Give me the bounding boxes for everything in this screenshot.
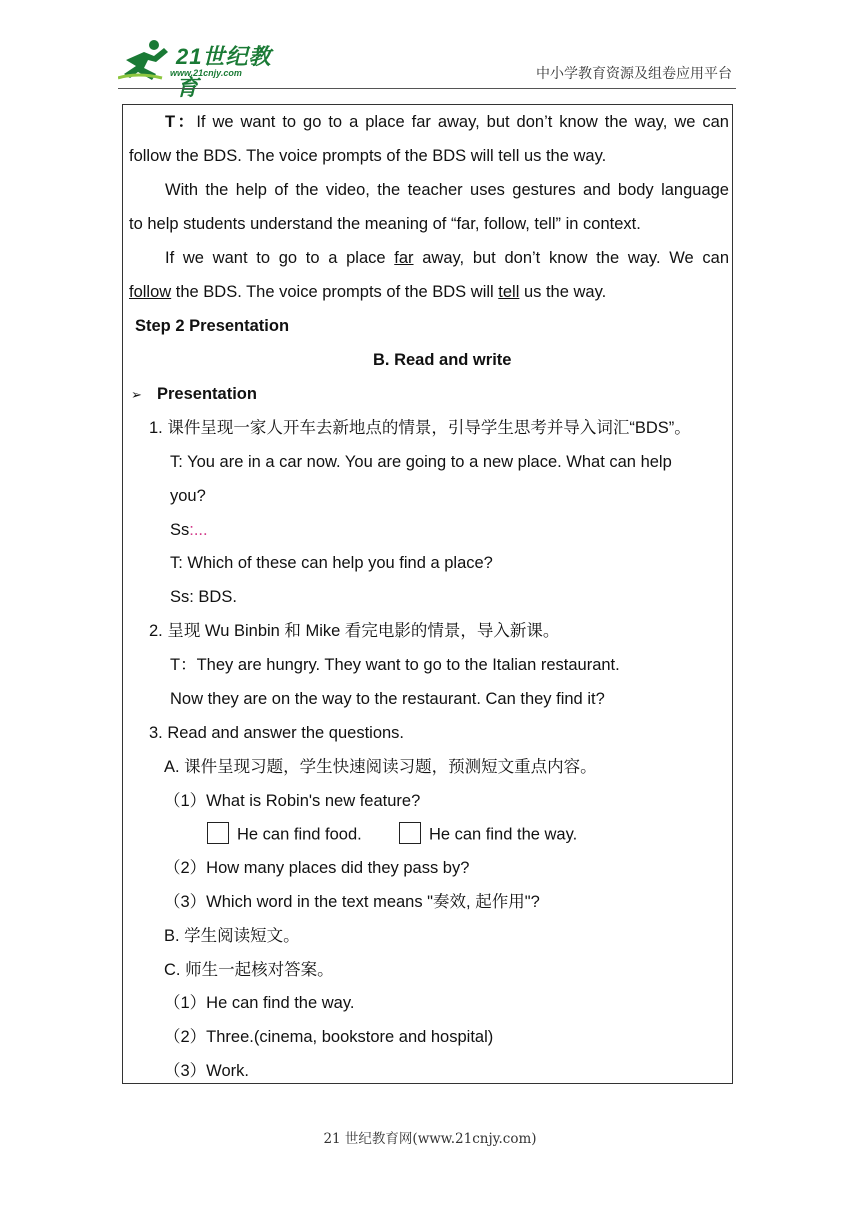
question: （3）Which word in the text means "奏效, 起作用"? [164,893,540,911]
dialogue-line: T: Which of these can help you find a place? [170,554,493,572]
underlined-word: far [394,249,414,267]
sub-item: A. 课件呈现习题，学生快速阅读习题，预测短文重点内容。 [164,758,597,776]
platform-name: 中小学教育资源及组卷应用平台 [536,66,732,82]
answer: （2）Three.(cinema, bookstore and hospital) [164,1028,494,1046]
arrow-bullet-icon: ➢ [131,387,142,402]
page-footer: 21 世纪教育网(www.21cnjy.com) [323,1131,537,1147]
question: （1）What is Robin's new feature? [164,792,421,810]
paragraph-line: With the help of the video, the teacher uses gestures and body language [165,181,729,199]
dialogue-line: Ss: BDS. [170,588,237,606]
dialogue-line: T：They are hungry. They want to go to the Italian restaurant. [170,656,620,674]
option-label: He can find the way. [428,825,578,844]
sub-item: B. 学生阅读短文。 [164,927,300,945]
logo-text: 21世纪教育 [176,44,272,100]
logo [118,38,288,100]
page-header [0,0,860,100]
logo-url: www.21cnjy.com [170,68,242,78]
underlined-word: follow [129,283,172,301]
section-heading: B. Read and write [373,351,512,369]
paragraph-line: If we want to go to a place far away, but don’t know the way. We can [165,249,729,267]
option-label: He can find food. [237,825,362,844]
answer: （3）Work. [164,1062,249,1080]
underlined-word: tell [498,283,520,301]
paragraph-line: to help students understand the meaning of “far, follow, tell” in context. [129,215,641,233]
option-checkbox[interactable] [399,822,421,844]
runner-logo-icon [118,38,174,82]
list-item: 1. 课件呈现一家人开车去新地点的情景，引导学生思考并导入词汇“BDS”。 [149,419,691,437]
answer-options [207,824,577,846]
presentation-heading: ➢ Presentation [131,385,257,403]
sub-item: C. 师生一起核对答案。 [164,961,334,979]
option-checkbox[interactable] [207,822,229,844]
step-heading: Step 2 Presentation [135,317,290,335]
answer: （1）He can find the way. [164,994,355,1012]
paragraph-line: follow the BDS. The voice prompts of the BDS will tell us the way. [129,283,607,301]
list-item: 2. 呈现 Wu Binbin 和 Mike 看完电影的情景，导入新课。 [149,622,560,640]
dialogue-line: T: You are in a car now. You are going to a new place. What can help [170,453,672,471]
dialogue-line: you? [170,487,206,505]
list-item: 3. Read and answer the questions. [149,724,405,742]
paragraph-line: T：If we want to go to a place far away, but don’t know the way, we can [165,113,729,131]
paragraph-line: follow the BDS. The voice prompts of the BDS will tell us the way. [129,147,607,165]
header-divider [118,88,736,89]
dialogue-line: Now they are on the way to the restaurant. Can they find it? [170,690,605,708]
dialogue-line: Ss:... [170,521,208,539]
question: （2）How many places did they pass by? [164,859,470,877]
